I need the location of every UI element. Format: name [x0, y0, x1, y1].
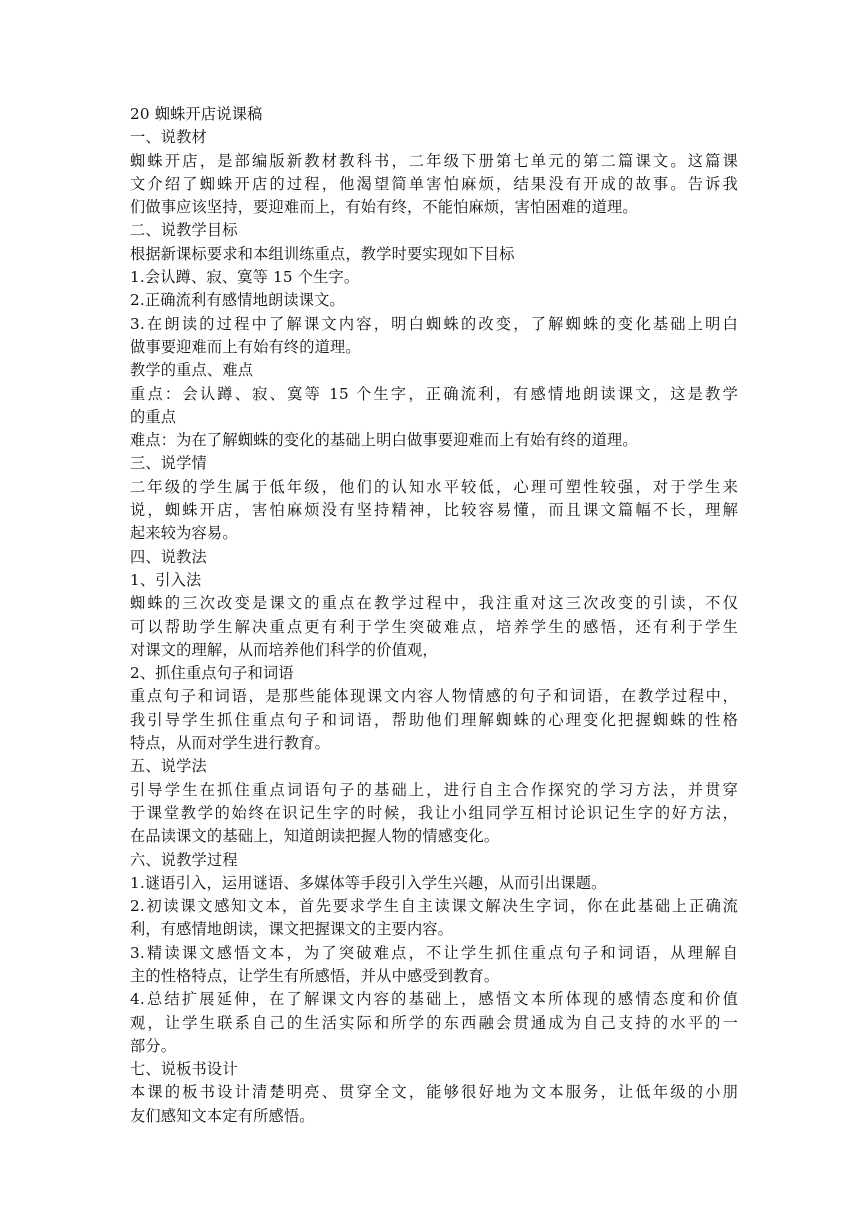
- list-item: 2.正确流利有感情地朗读课文。: [130, 291, 345, 310]
- subheading: 1、引入法: [130, 570, 202, 589]
- paragraph-line: 根据新课标要求和本组训练重点，教学时要实现如下目标: [130, 244, 515, 263]
- paragraph-line: 起来较为容易。: [130, 524, 238, 543]
- paragraph-line: 观，让学生联系自己的生活实际和所学的东西融会贯通成为自己支持的水平的一: [130, 1013, 738, 1032]
- paragraph-line: 引导学生在抓住重点词语句子的基础上，进行自主合作探究的学习方法，并贯穿: [130, 780, 738, 799]
- paragraph-line: 对课文的理解，从而培养他们科学的价值观，: [130, 640, 438, 659]
- subheading: 2、抓住重点句子和词语: [130, 664, 294, 683]
- section-heading: 五、说学法: [130, 757, 207, 776]
- paragraph-line: 本课的板书设计清楚明亮、贯穿全文，能够很好地为文本服务，让低年级的小朋: [130, 1083, 738, 1102]
- paragraph-line: 友们感知文本定有所感悟。: [130, 1106, 315, 1125]
- paragraph-line: 可以帮助学生解决重点更有利于学生突破难点，培养学生的感悟，还有利于学生: [130, 617, 738, 636]
- paragraph-line: 难点：为在了解蜘蛛的变化的基础上明白做事要迎难而上有始有终的道理。: [130, 431, 638, 450]
- section-heading: 一、说教材: [130, 128, 207, 147]
- list-item: 3.精读课文感悟文本，为了突破难点，不让学生抓住重点句子和词语，从理解自: [130, 943, 738, 962]
- paragraph-line: 我引导学生抓住重点句子和词语，帮助他们理解蜘蛛的心理变化把握蜘蛛的性格: [130, 710, 738, 729]
- document-title: 20 蜘蛛开店说课稿: [130, 105, 263, 123]
- paragraph-line: 重点：会认蹲、寂、寞等 15 个生字，正确流利，有感情地朗读课文，这是教学: [130, 384, 738, 403]
- section-heading: 二、说教学目标: [130, 221, 238, 240]
- list-item: 1.谜语引入，运用谜语、多媒体等手段引入学生兴趣，从而引出课题。: [130, 873, 607, 892]
- paragraph-line: 于课堂教学的始终在识记生字的时候，我让小组同学互相讨论识记生字的好方法，: [130, 803, 738, 822]
- paragraph-line: 利，有感情地朗读，课文把握课文的主要内容。: [130, 920, 454, 939]
- list-item: 3.在朗读的过程中了解课文内容，明白蜘蛛的改变，了解蜘蛛的变化基础上明白: [130, 314, 738, 333]
- paragraph-line: 特点，从而对学生进行教育。: [130, 734, 331, 753]
- list-item: 2.初读课文感知文本，首先要求学生自主读课文解决生字词，你在此基础上正确流: [130, 897, 738, 916]
- paragraph-line: 重点句子和词语，是那些能体现课文内容人物情感的句子和词语，在教学过程中，: [130, 687, 738, 706]
- paragraph-line: 二年级的学生属于低年级，他们的认知水平较低，心理可塑性较强，对于学生来: [130, 477, 738, 496]
- paragraph-line: 蜘蛛的三次改变是课文的重点在教学过程中，我注重对这三次改变的引读，不仅: [130, 594, 738, 613]
- list-item: 1.会认蹲、寂、寞等 15 个生字。: [130, 268, 360, 287]
- section-heading: 三、说学情: [130, 454, 207, 473]
- paragraph-line: 蜘蛛开店，是部编版新教材教科书，二年级下册第七单元的第二篇课文。这篇课: [130, 151, 738, 170]
- paragraph-line: 的重点: [130, 407, 177, 426]
- paragraph-line: 说，蜘蛛开店，害怕麻烦没有坚持精神，比较容易懂，而且课文篇幅不长，理解: [130, 501, 738, 520]
- section-heading: 七、说板书设计: [130, 1060, 238, 1079]
- paragraph-line: 在品读课文的基础上，知道朗读把握人物的情感变化。: [130, 827, 500, 846]
- paragraph-line: 们做事应该坚持，要迎难而上，有始有终，不能怕麻烦，害怕困难的道理。: [130, 198, 638, 217]
- list-item: 4.总结扩展延伸，在了解课文内容的基础上，感悟文本所体现的感情态度和价值: [130, 990, 738, 1009]
- section-heading: 四、说教法: [130, 547, 207, 566]
- paragraph-line: 主的性格特点，让学生有所感悟，并从中感受到教育。: [130, 966, 500, 985]
- paragraph-line: 文介绍了蜘蛛开店的过程，他渴望简单害怕麻烦，结果没有开成的故事。告诉我: [130, 174, 738, 193]
- paragraph-line: 部分。: [130, 1036, 177, 1055]
- document-page: [130, 103, 738, 1128]
- paragraph-line: 做事要迎难而上有始有终的道理。: [130, 337, 361, 356]
- subheading: 教学的重点、难点: [130, 361, 254, 380]
- section-heading: 六、说教学过程: [130, 850, 238, 869]
